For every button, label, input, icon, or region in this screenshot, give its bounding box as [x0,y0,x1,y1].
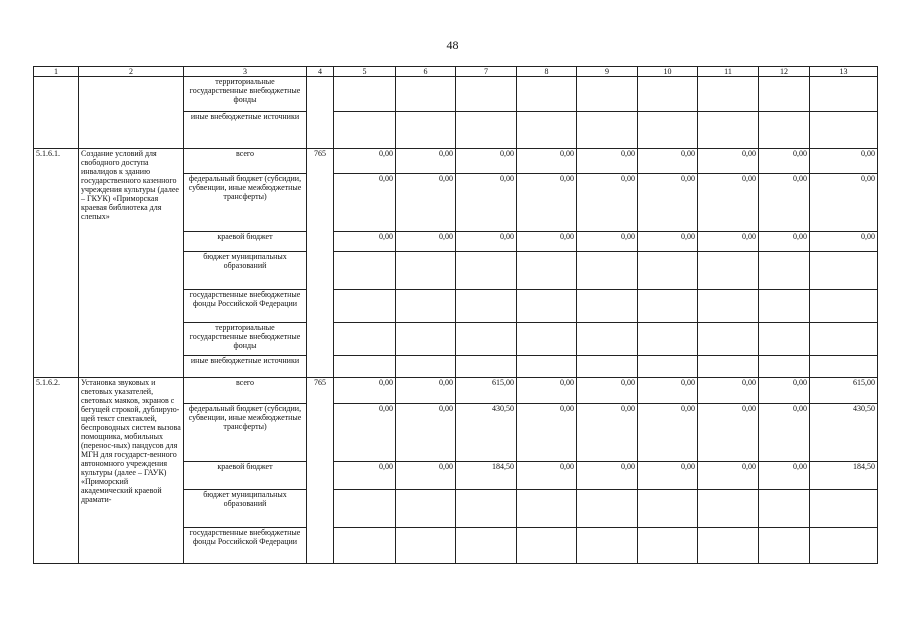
value-cell: 0,00 [396,404,456,462]
value-cell [577,290,638,323]
value-cell [810,323,878,356]
value-cell [759,252,810,290]
value-cell [396,490,456,528]
funding-source: иные внебюджетные источники [184,356,307,378]
value-cell: 0,00 [759,174,810,232]
funding-source: иные внебюджетные источники [184,112,307,149]
value-cell [396,77,456,112]
value-cell: 0,00 [810,232,878,252]
value-cell [638,77,698,112]
value-cell [638,112,698,149]
value-cell: 0,00 [396,378,456,404]
funding-source: бюджет муниципальных образований [184,490,307,528]
value-cell: 430,50 [456,404,517,462]
value-cell [517,356,577,378]
header-cell: 2 [79,67,184,77]
grbs-code: 765 [307,378,334,564]
value-cell [456,112,517,149]
value-cell [456,528,517,564]
value-cell [638,290,698,323]
grbs-code: 765 [307,149,334,378]
item-code [34,77,79,149]
value-cell: 0,00 [396,462,456,490]
value-cell: 0,00 [517,378,577,404]
value-cell [759,290,810,323]
value-cell: 0,00 [638,232,698,252]
value-cell [698,112,759,149]
value-cell: 0,00 [396,149,456,174]
value-cell [334,323,396,356]
value-cell [456,252,517,290]
funding-source: всего [184,149,307,174]
funding-source: федеральный бюджет (субсидии, субвенции, иные межбюджетные трансферты) [184,404,307,462]
value-cell: 0,00 [810,174,878,232]
value-cell: 0,00 [396,232,456,252]
grbs-code [307,77,334,149]
page-number: 48 [446,38,459,52]
table-row [34,149,878,174]
value-cell: 0,00 [759,462,810,490]
value-cell [517,323,577,356]
value-cell [517,112,577,149]
value-cell: 0,00 [456,149,517,174]
funding-source: краевой бюджет [184,232,307,252]
value-cell [334,490,396,528]
value-cell [334,528,396,564]
value-cell: 0,00 [759,149,810,174]
value-cell [810,252,878,290]
value-cell [334,290,396,323]
budget-table-body [34,67,878,564]
value-cell: 0,00 [456,174,517,232]
value-cell [759,528,810,564]
value-cell: 0,00 [334,462,396,490]
funding-source: краевой бюджет [184,462,307,490]
value-cell [456,356,517,378]
item-name: Установка звуковых и световых указателей, световых маяков, экранов с бегущей строкой, дублирую-щей текст спектаклей, беспроводных систем вызова помощника, мобильных (перенос-ных) пандусов для МГН для государст-венного автономного учреждения культуры (далее – ГАУК) «Приморский академический краевой драмати- [79,378,184,564]
value-cell [334,77,396,112]
value-cell [456,323,517,356]
value-cell: 0,00 [638,174,698,232]
value-cell [517,77,577,112]
value-cell: 0,00 [517,232,577,252]
funding-source: федеральный бюджет (субсидии, субвенции, иные межбюджетные трансферты) [184,174,307,232]
value-cell: 0,00 [577,232,638,252]
table-row [34,77,878,112]
header-cell: 12 [759,67,810,77]
value-cell [456,290,517,323]
value-cell: 0,00 [396,174,456,232]
funding-source: всего [184,378,307,404]
value-cell [577,323,638,356]
item-code: 5.1.6.1. [34,149,79,378]
header-cell: 7 [456,67,517,77]
value-cell [698,252,759,290]
value-cell [638,252,698,290]
header-cell: 13 [810,67,878,77]
value-cell [810,490,878,528]
funding-source: бюджет муниципальных образований [184,252,307,290]
value-cell [759,356,810,378]
header-cell: 5 [334,67,396,77]
value-cell [517,290,577,323]
value-cell [577,252,638,290]
value-cell [698,290,759,323]
value-cell: 0,00 [698,174,759,232]
value-cell: 0,00 [759,404,810,462]
item-code: 5.1.6.2. [34,378,79,564]
budget-table [33,66,878,564]
value-cell [698,356,759,378]
value-cell [810,290,878,323]
value-cell: 0,00 [638,149,698,174]
value-cell: 0,00 [334,174,396,232]
value-cell: 0,00 [517,174,577,232]
header-cell: 11 [698,67,759,77]
value-cell [517,528,577,564]
header-row [34,67,878,77]
header-cell: 1 [34,67,79,77]
header-cell: 9 [577,67,638,77]
value-cell: 0,00 [517,149,577,174]
value-cell [396,323,456,356]
value-cell: 0,00 [577,149,638,174]
funding-source: территориальные государственные внебюджетные фонды [184,77,307,112]
value-cell: 0,00 [456,232,517,252]
value-cell: 0,00 [577,174,638,232]
value-cell [334,356,396,378]
value-cell [698,323,759,356]
value-cell [577,490,638,528]
value-cell [396,290,456,323]
value-cell: 0,00 [698,404,759,462]
header-cell: 10 [638,67,698,77]
value-cell [396,252,456,290]
value-cell: 430,50 [810,404,878,462]
value-cell [517,252,577,290]
value-cell: 0,00 [759,378,810,404]
value-cell [334,112,396,149]
value-cell [638,490,698,528]
value-cell [698,77,759,112]
value-cell: 0,00 [334,404,396,462]
funding-source: государственные внебюджетные фонды Российской Федерации [184,528,307,564]
value-cell [810,112,878,149]
value-cell [334,252,396,290]
value-cell [396,356,456,378]
value-cell: 0,00 [517,404,577,462]
value-cell [456,77,517,112]
value-cell: 0,00 [810,149,878,174]
item-name [79,77,184,149]
value-cell [698,528,759,564]
value-cell [577,356,638,378]
value-cell [759,112,810,149]
value-cell [698,490,759,528]
value-cell [638,323,698,356]
value-cell: 0,00 [698,149,759,174]
value-cell: 0,00 [698,232,759,252]
value-cell [759,490,810,528]
value-cell: 0,00 [334,378,396,404]
funding-source: государственные внебюджетные фонды Российской Федерации [184,290,307,323]
value-cell [638,356,698,378]
value-cell: 0,00 [638,404,698,462]
value-cell [759,323,810,356]
header-cell: 6 [396,67,456,77]
value-cell [577,112,638,149]
value-cell: 0,00 [698,462,759,490]
value-cell: 0,00 [517,462,577,490]
value-cell [396,528,456,564]
value-cell: 184,50 [810,462,878,490]
value-cell [810,356,878,378]
value-cell [810,77,878,112]
value-cell: 0,00 [577,462,638,490]
funding-source: территориальные государственные внебюджетные фонды [184,323,307,356]
item-name: Создание условий для свободного доступа инвалидов к зданию государственного казенного учреждения культуры (далее – ГКУК) «Приморская краевая библиотека для слепых» [79,149,184,378]
value-cell: 0,00 [638,378,698,404]
value-cell: 0,00 [577,404,638,462]
value-cell: 0,00 [334,232,396,252]
table-row [34,378,878,404]
value-cell [810,528,878,564]
value-cell [456,490,517,528]
value-cell: 0,00 [334,149,396,174]
value-cell: 0,00 [759,232,810,252]
value-cell: 0,00 [698,378,759,404]
header-cell: 8 [517,67,577,77]
value-cell [517,490,577,528]
header-cell: 3 [184,67,307,77]
value-cell [396,112,456,149]
header-cell: 4 [307,67,334,77]
value-cell: 615,00 [810,378,878,404]
value-cell: 0,00 [577,378,638,404]
value-cell [759,77,810,112]
value-cell: 184,50 [456,462,517,490]
value-cell [577,77,638,112]
value-cell: 615,00 [456,378,517,404]
value-cell [638,528,698,564]
value-cell [577,528,638,564]
value-cell: 0,00 [638,462,698,490]
